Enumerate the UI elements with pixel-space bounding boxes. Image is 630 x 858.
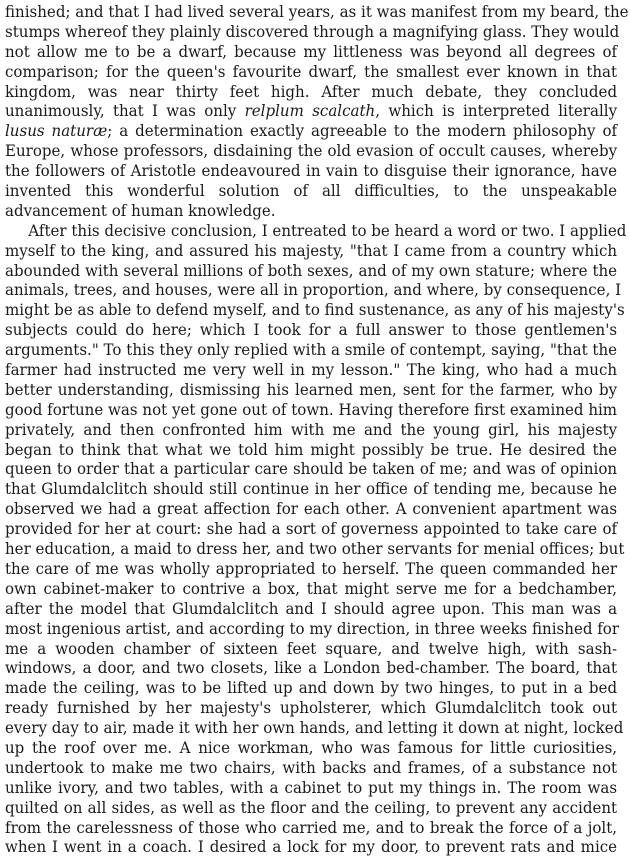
paragraph — [5, 3, 629, 222]
text-line — [5, 699, 617, 719]
text-segment: windows, a door, and two closets, like a London bed-chamber. The board, that — [5, 659, 618, 678]
text-line — [5, 580, 617, 600]
text-line — [5, 500, 617, 520]
text-line — [5, 341, 617, 361]
text-line — [5, 83, 617, 103]
text-segment: quilted on all sides, as well as the floor and the ceiling, to prevent any accident — [5, 798, 618, 817]
text-line — [5, 460, 617, 480]
text-segment: farmer had instructed me very well in my lesson." The king, who had a much — [5, 361, 618, 380]
text-segment: queen to order that a particular care should be taken of me; and was of opinion — [5, 460, 618, 479]
text-line — [5, 122, 617, 142]
text-segment: unanimously, that I was only — [5, 102, 245, 121]
text-segment: might be as able to defend myself, and to find sustenance, as any of his majesty's — [5, 301, 625, 320]
text-line — [5, 202, 617, 222]
text-line — [5, 262, 617, 282]
text-line — [5, 242, 617, 262]
text-line — [5, 600, 617, 620]
text-segment: arguments." To this they only replied with a smile of contempt, saying, "that the — [5, 341, 618, 360]
text-segment: after the model that Glumdalclitch and I should agree upon. This man was a — [5, 599, 618, 618]
text-segment: the followers of Aristotle endeavoured in vain to disguise their ignorance, have — [5, 162, 618, 181]
text-segment: from the carelessness of those who carried me, and to break the force of a jolt, — [5, 818, 618, 837]
italic-text: relplum scalcath — [244, 102, 376, 121]
text-segment: not allow me to be a dwarf, because my littleness was beyond all degrees of — [5, 42, 618, 61]
text-line — [5, 162, 617, 182]
text-line — [5, 799, 617, 819]
text-line — [5, 221, 627, 242]
text-line — [5, 779, 617, 799]
text-segment: provided for her at court: she had a sort of governess appointed to take care of — [5, 520, 618, 539]
text-line — [5, 759, 617, 779]
text-segment: better understanding, dismissing his learned men, sent for the farmer, who by — [5, 380, 618, 399]
text-line — [5, 421, 617, 441]
text-segment: advancement of human knowledge. — [5, 201, 276, 220]
text-segment: good fortune was not yet gone out of town. Having therefore first examined him — [5, 400, 618, 419]
text-segment: began to think that what we told him might possibly be true. He desired the — [5, 440, 618, 459]
text-line — [5, 739, 617, 759]
text-line — [5, 321, 617, 341]
text-segment: finished; and that I had lived several years, as it was manifest from my beard, the — [5, 3, 629, 21]
text-line — [5, 480, 617, 500]
text-line — [5, 838, 617, 858]
text-line — [5, 441, 617, 461]
text-line — [5, 819, 617, 839]
text-line — [5, 520, 617, 540]
text-segment: stumps whereof they plainly discovered through a magnifying glass. They would — [5, 22, 620, 41]
text-segment: myself to the king, and assured his majesty, "that I came from a country which — [5, 241, 618, 260]
text-segment: undertook to make me two chairs, with backs and frames, of a substance not — [5, 758, 618, 777]
text-line — [5, 43, 617, 63]
paragraph — [5, 221, 627, 858]
text-segment: made the ceiling, was to be lifted up and down by two hinges, to put in a bed — [5, 679, 618, 698]
text-segment: me a wooden chamber of sixteen feet square, and twelve high, with sash- — [5, 639, 618, 658]
text-segment: that Glumdalclitch should still continue in her office of tending me, because he — [5, 480, 618, 499]
text-segment: subjects could do here; which I took for a full answer to those gentlemen's — [5, 321, 618, 340]
text-segment: privately, and then confronted him with me and the young girl, his majesty — [5, 420, 618, 439]
text-segment: unlike ivory, and two tables, with a cabinet to put my things in. The room was — [5, 778, 618, 797]
text-segment: when I went in a coach. I desired a lock for my door, to prevent rats and mice — [5, 838, 618, 857]
text-segment: ; a determination exactly agreeable to the modern philosophy of — [107, 122, 618, 141]
italic-text: lusus naturæ — [5, 122, 108, 141]
text-line — [5, 182, 617, 202]
text-line — [5, 102, 617, 122]
text-line — [5, 719, 624, 739]
text-line — [5, 361, 617, 381]
text-segment: ready furnished by her majesty's upholsterer, which Glumdalclitch took out — [5, 699, 618, 718]
text-segment: abounded with several millions of both sexes, and of my own stature; where the — [5, 261, 618, 280]
text-line — [5, 679, 617, 699]
text-line — [5, 22, 620, 43]
text-line — [5, 142, 617, 162]
text-segment: invented this wonderful solution of all difficulties, to the unspeakable — [5, 182, 618, 201]
text-segment: animals, trees, and houses, were all in proportion, and where, by consequence, I — [5, 281, 622, 300]
text-segment: the care of me was wholly appropriated to herself. The queen commanded her — [5, 559, 618, 578]
text-line — [5, 659, 617, 679]
text-line — [5, 301, 625, 321]
text-segment: comparison; for the queen's favourite dwarf, the smallest ever known in that — [5, 62, 618, 81]
text-line — [5, 640, 617, 660]
text-line — [5, 619, 620, 640]
text-line — [5, 560, 617, 580]
text-line — [5, 540, 625, 560]
text-line — [5, 3, 629, 23]
text-segment: most ingenious artist, and according to my direction, in three weeks finished for — [5, 619, 620, 638]
text-line — [5, 401, 617, 421]
text-segment: up the roof over me. A nice workman, who was famous for little curiosities, — [5, 738, 618, 757]
text-line — [5, 63, 617, 83]
text-segment: Europe, whose professors, disdaining the old evasion of occult causes, whereby — [5, 142, 618, 161]
book-page — [5, 3, 629, 858]
text-segment: , which is interpreted literally — [375, 102, 618, 121]
text-segment: own cabinet-maker to contrive a box, that might serve me for a bedchamber, — [5, 579, 618, 598]
text-segment: After this decisive conclusion, I entreated to be heard a word or two. I applied — [28, 221, 627, 240]
text-segment: her education, a maid to dress her, and two other servants for menial offices; but — [5, 540, 625, 559]
text-line — [5, 381, 617, 401]
text-segment: observed we had a great affection for each other. A convenient apartment was — [5, 500, 618, 519]
text-segment: every day to air, made it with her own hands, and letting it down at night, locked — [5, 719, 624, 738]
text-line — [5, 281, 622, 301]
text-segment: kingdom, was near thirty feet high. After much debate, they concluded — [5, 82, 618, 101]
